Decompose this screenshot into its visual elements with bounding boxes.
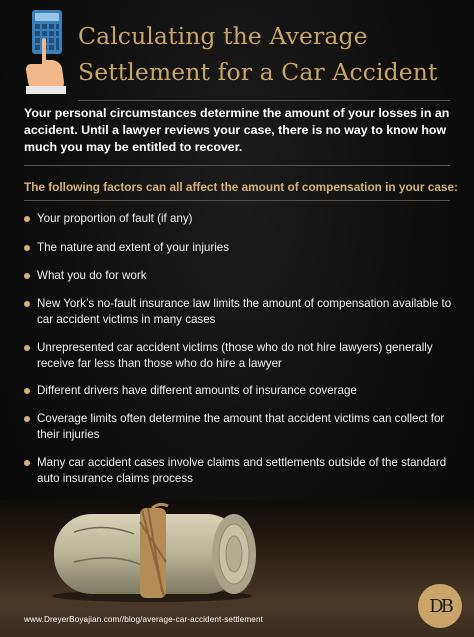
- list-item-text: Different drivers have different amounts of insurance coverage: [37, 384, 357, 397]
- list-item-text: What you do for work: [37, 269, 147, 282]
- footer-url[interactable]: www.DreyerBoyajian.com//blog/average-car-accident-settlement: [24, 615, 263, 624]
- title-line-1: Calculating the Average: [78, 22, 368, 50]
- list-item-text: New York’s no-fault insurance law limits the amount of compensation available to car accident victims in many cases: [37, 297, 452, 326]
- header: [0, 0, 474, 100]
- list-item-text: Coverage limits often determine the amount that accident victims can collect for their injuries: [37, 412, 445, 441]
- list-item: [24, 340, 454, 372]
- intro-divider: [24, 165, 450, 166]
- page-title: [78, 18, 468, 90]
- bullet-icon: [24, 245, 30, 251]
- bullet-icon: [24, 416, 30, 422]
- list-item: [24, 455, 454, 487]
- bullet-icon: [24, 273, 30, 279]
- bullet-icon: [24, 388, 30, 394]
- list-item: [24, 411, 454, 443]
- bullet-icon: [24, 460, 30, 466]
- firm-logo: [418, 584, 462, 628]
- list-item: [24, 383, 454, 399]
- bullet-icon: [24, 301, 30, 307]
- list-item: [24, 211, 454, 227]
- bullet-icon: [24, 216, 30, 222]
- list-item-text: Unrepresented car accident victims (those who do not hire lawyers) generally receive far less than those who do hire a lawyer: [37, 341, 433, 370]
- intro-paragraph: Your personal circumstances determine the amount of your losses in an accident. Until a lawyer reviews your case, there is no way to know how much you may be entitled to recover.: [24, 106, 450, 154]
- factors-heading: The following factors can all affect the amount of compensation in your case:: [24, 180, 458, 194]
- header-divider: [78, 100, 450, 101]
- list-item-text: Many car accident cases involve claims and settlements outside of the standard auto insurance claims process: [37, 456, 447, 485]
- bullet-icon: [24, 345, 30, 351]
- list-item-text: The nature and extent of your injuries: [37, 241, 230, 254]
- list-item: [24, 240, 454, 256]
- logo-monogram: DB: [429, 595, 451, 617]
- list-item: [24, 296, 454, 328]
- money-roll-image: [44, 502, 259, 602]
- list-item: [24, 268, 454, 284]
- title-line-2: Settlement for a Car Accident: [78, 58, 438, 86]
- calculator-hand-icon: [22, 8, 70, 94]
- heading-divider: [24, 200, 450, 201]
- list-item-text: Your proportion of fault (if any): [37, 212, 193, 225]
